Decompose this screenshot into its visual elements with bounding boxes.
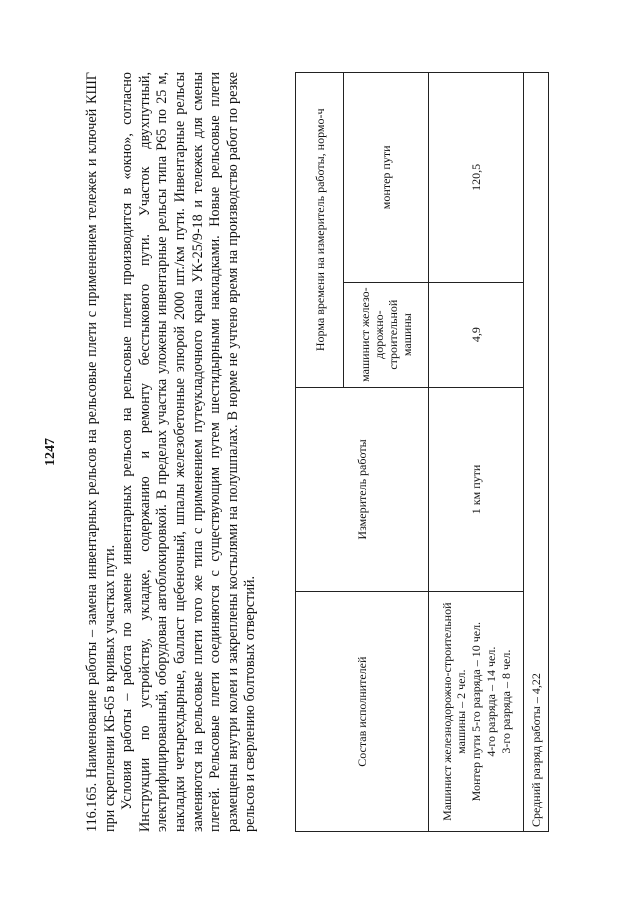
composition-line: Машинист железнодорожно-строительной машины – 2 чел. [439,602,468,821]
document-page [40,32,600,872]
time-norm-table [295,72,549,832]
average-rank: Средний разряд работы – 4,22 [524,73,549,832]
header-composition: Состав исполнителей [296,592,429,832]
machinist-norm-cell: 4,9 [429,282,524,387]
header-machinist: машинист железо-дорожно-строительной машины [344,282,429,387]
page-number: 1247 [43,438,58,466]
header-meter: Измеритель работы [296,387,429,592]
work-description [84,72,260,832]
fitter-norm-cell: 120,5 [429,73,524,283]
composition-cell [429,592,524,832]
work-title-paragraph: 116.165. Наименование работы – замена инвентарных рельсов на рельсовые плети с применением тележек и ключей КШГ при скреплении КБ-65 в кривых участках пути. [84,72,118,832]
composition-line: 4-го разряда – 14 чел. [483,646,498,757]
composition-line: 3-го разряда – 8 чел. [498,649,513,754]
table-row [429,73,524,832]
header-norm: Норма времени на измеритель работы, нормо-ч [296,73,344,388]
meter-cell: 1 км пути [429,387,524,592]
header-fitter: монтер пути [344,73,429,283]
work-conditions-paragraph: Условия работы – работа по замене инвентарных рельсов на рельсовые плети производится в «окно», согласно Инструкции по устройству, укладке, содержанию и ремонту бесстыкового пути. Участок двухпутный, электрифицированный, оборудован автоблокировкой. В пределах участка уложены инвентарные рельсы типа Р65 по 25 м, накладки четырехдырные, балласт щебеночный, шпалы железобетонные эпюрой 2000 шт./км пути. Инвентарные рельсы заменяются на рельсовые плети того же типа с применением путеукладочного крана УК-25/9-18 и тележек для смены плетей. Рельсовые плети соединяются с существующим путем шестидырными накладками. Новые рельсовые плети размещены внутри колеи и закреплены костылями на полушпалах. В норме не учтено время на производство работ по резке рельсов и сверлению болтовых отверстий. [119,72,259,832]
composition-line: Монтер пути 5-го разряда – 10 чел. [468,621,483,802]
